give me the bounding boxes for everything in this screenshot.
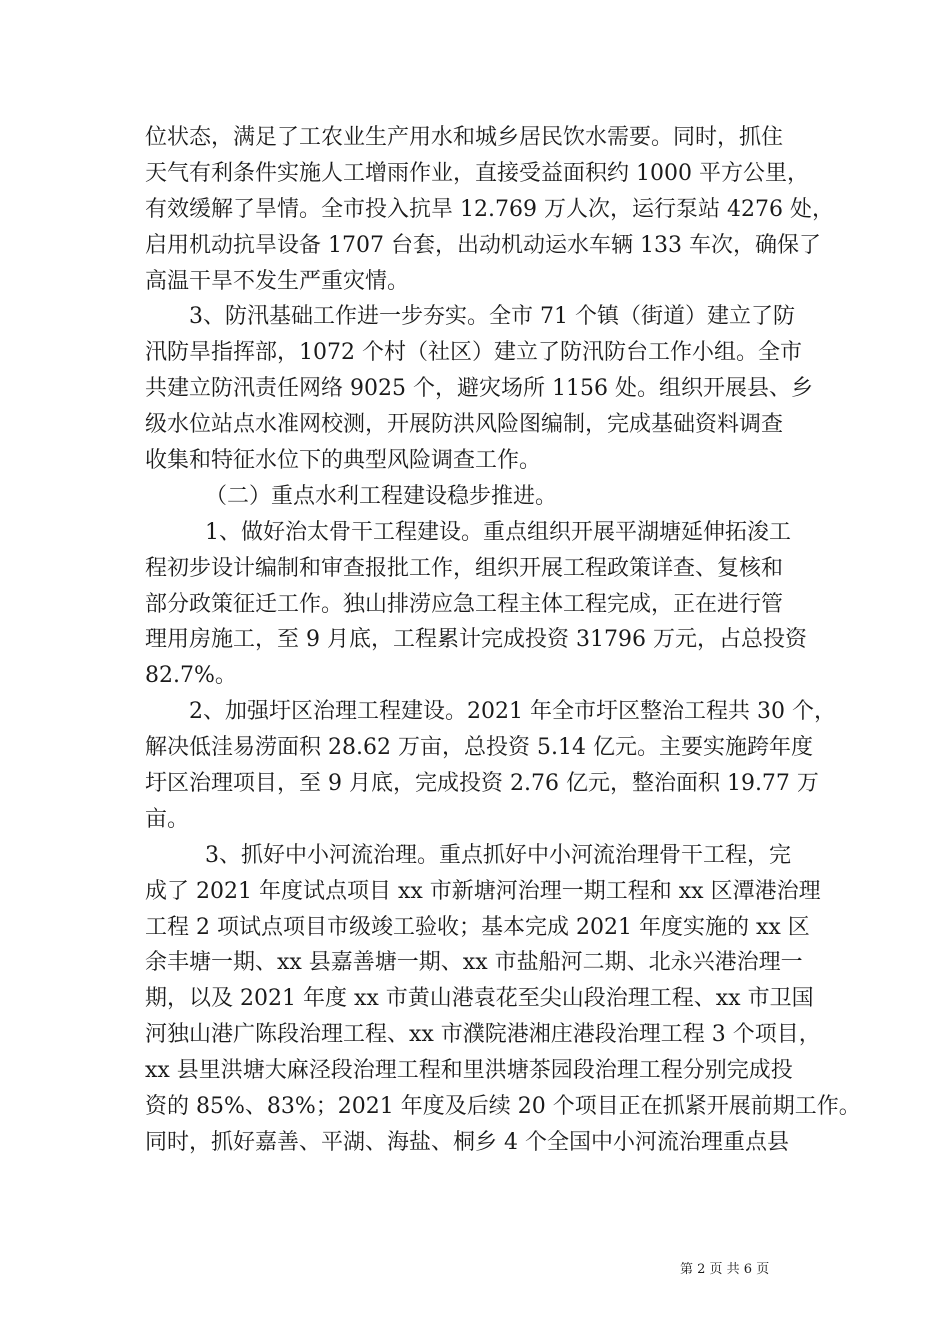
text-line: 汛防旱指挥部，1072 个村（社区）建立了防汛防台工作小组。全市 — [145, 340, 802, 366]
document-body — [145, 120, 861, 1161]
text-line: xx 县里洪塘大麻泾段治理工程和里洪塘茶园段治理工程分别完成投 — [145, 1058, 793, 1084]
text-line: 启用机动抗旱设备 1707 台套，出动机动运水车辆 133 车次，确保了 — [145, 232, 821, 258]
text-line: 部分政策征迁工作。独山排涝应急工程主体工程完成，正在进行管 — [145, 591, 784, 617]
page-number: 第 2 页 共 6 页 — [680, 1262, 770, 1277]
text-line: 河独山港广陈段治理工程、xx 市濮院港湘庄港段治理工程 3 个项目， — [145, 1022, 821, 1048]
paragraph-start-line: 1、做好治太骨干工程建设。重点组织开展平湖塘延伸拓浚工 — [205, 519, 791, 545]
text-line: 收集和特征水位下的典型风险调查工作。 — [145, 448, 542, 474]
text-line: 期，以及 2021 年度 xx 市黄山港袁花至尖山段治理工程、xx 市卫国 — [145, 986, 814, 1012]
paragraph-start-line: 3、防汛基础工作进一步夯实。全市 71 个镇（街道）建立了防 — [189, 304, 795, 330]
text-line: 位状态，满足了工农业生产用水和城乡居民饮水需要。同时，抓住 — [145, 125, 784, 150]
text-line: 高温干旱不发生严重灾情。 — [145, 268, 410, 294]
text-line: 有效缓解了旱情。全市投入抗旱 12.769 万人次，运行泵站 4276 处， — [145, 196, 834, 222]
text-line: 解决低洼易涝面积 28.62 万亩，总投资 5.14 亿元。主要实施跨年度 — [145, 735, 813, 761]
text-line: 程初步设计编制和审查报批工作，组织开展工程政策详查、复核和 — [145, 555, 784, 581]
text-line: 余丰塘一期、xx 县嘉善塘一期、xx 市盐船河二期、北永兴港治理一 — [145, 950, 803, 976]
paragraph-start-line: 2、加强圩区治理工程建设。2021 年全市圩区整治工程共 30 个， — [189, 699, 836, 725]
text-line: 同时，抓好嘉善、平湖、海盐、桐乡 4 个全国中小河流治理重点县 — [145, 1129, 789, 1155]
text-line: 理用房施工，至 9 月底，工程累计完成投资 31796 万元，占总投资 — [145, 627, 807, 653]
paragraph-start-line: 3、抓好中小河流治理。重点抓好中小河流治理骨干工程，完 — [205, 842, 791, 868]
text-line: 82.7%。 — [145, 663, 237, 689]
text-line: 资的 85%、83%；2021 年度及后续 20 个项目正在抓紧开展前期工作。 — [145, 1094, 861, 1120]
text-line: 成了 2021 年度试点项目 xx 市新塘河治理一期工程和 xx 区潭港治理 — [145, 878, 821, 904]
text-line: 天气有利条件实施人工增雨作业，直接受益面积约 1000 平方公里， — [145, 160, 809, 186]
text-line: 圩区治理项目，至 9 月底，完成投资 2.76 亿元，整治面积 19.77 万 — [145, 771, 819, 797]
text-line: 级水位站点水准网校测，开展防洪风险图编制，完成基础资料调查 — [145, 412, 784, 438]
text-line: 亩。 — [145, 806, 190, 832]
text-line: 共建立防汛责任网络 9025 个，避灾场所 1156 处。组织开展县、乡 — [145, 376, 813, 402]
text-line: 工程 2 项试点项目市级竣工验收；基本完成 2021 年度实施的 xx 区 — [145, 914, 810, 940]
section-heading: （二）重点水利工程建设稳步推进。 — [205, 483, 558, 509]
